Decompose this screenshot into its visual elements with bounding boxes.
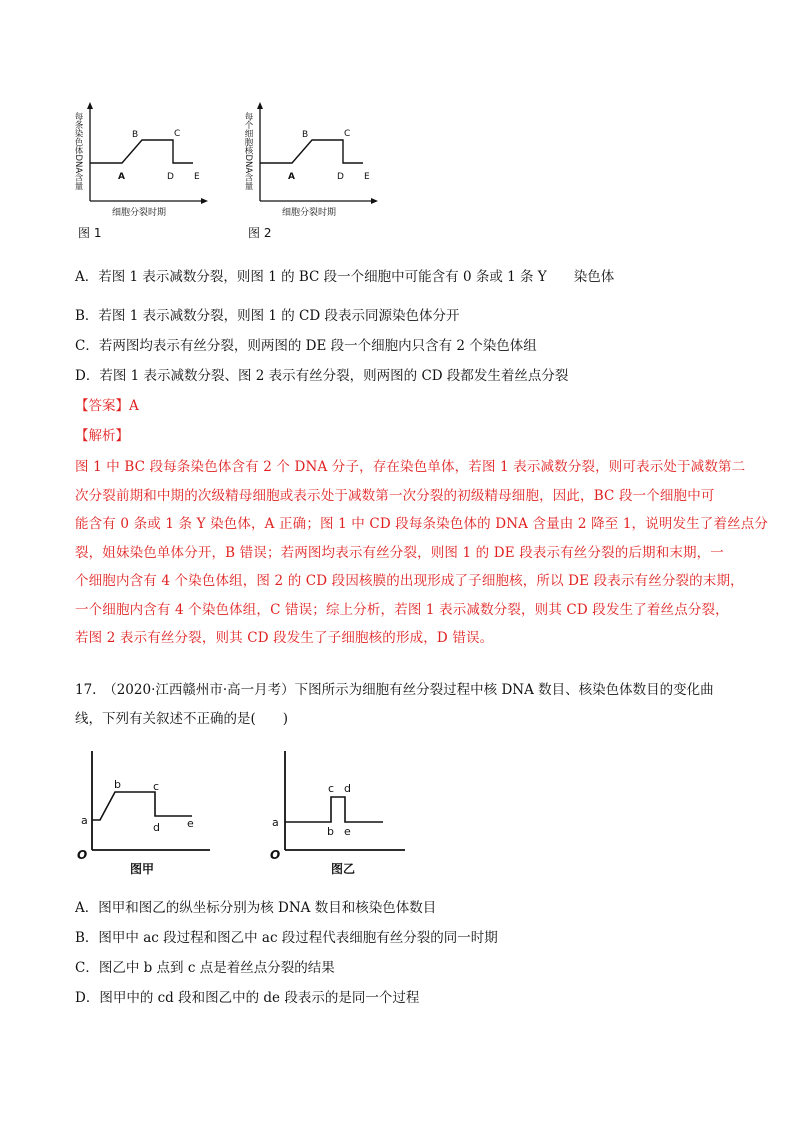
figyi-origin: O: [270, 848, 281, 862]
q17-option-c: C．图乙中 b 点到 c 点是着丝点分裂的结果: [75, 960, 335, 976]
analysis-line: 一个细胞内含有 4 个染色体组，C 错误；综上分析，若图 1 表示减数分裂，则其 CD 段发生了着丝点分裂，: [75, 601, 729, 618]
q16-option-c: C．若两图均表示有丝分裂，则两图的 DE 段一个细胞内只含有 2 个染色体组: [75, 338, 537, 354]
q17-stem: [75, 676, 725, 734]
fig1-x-arrow: [201, 198, 208, 204]
figure-jia: [70, 745, 220, 880]
q17-option-b: B．图甲中 ac 段过程和图乙中 ac 段过程代表细胞有丝分裂的同一时期: [75, 930, 498, 946]
figure-2: [230, 100, 380, 245]
figjia-point-a: a: [81, 814, 88, 827]
analysis-line: 次分裂前期和中期的次级精母细胞或表示处于减数第一次分裂的初级精母细胞，因此，BC 段一个细胞中可: [75, 487, 715, 504]
fig2-point-e: E: [364, 172, 370, 182]
fig1-point-a: A: [118, 172, 125, 182]
fig2-point-d: D: [337, 172, 344, 182]
fig2-point-a: A: [288, 172, 295, 182]
analysis-text: [75, 453, 769, 653]
fig1-ylabel: [73, 111, 83, 190]
figjia-curve: [92, 792, 192, 820]
analysis-label: 【解析】: [75, 428, 129, 444]
fig2-xlabel: 细胞分裂时期: [282, 208, 337, 218]
q16-option-a: A．若图 1 表示减数分裂，则图 1 的 BC 段一个细胞中可能含有 0 条或 1 条 Y 染色体: [75, 269, 615, 285]
answer-label: 【答案】A: [75, 398, 139, 414]
fig1-ylabel-text: 每条染色体DNA含量: [73, 112, 83, 191]
figyi-point-d: d: [344, 782, 351, 795]
fig2-x-arrow: [371, 198, 378, 204]
q16-option-d: D．若图 1 表示减数分裂、图 2 表示有丝分裂，则两图的 CD 段都发生着丝点分裂: [75, 368, 569, 384]
fig1-xlabel: 细胞分裂时期: [112, 208, 167, 218]
fig1-y-arrow: [87, 102, 93, 109]
fig2-y-arrow: [257, 102, 263, 109]
fig2-curve: [260, 140, 363, 163]
fig2-ylabel: 每个细胞核DNA含量: [243, 112, 253, 191]
q17-option-d: D．图甲中的 cd 段和图乙中的 de 段表示的是同一个过程: [75, 990, 420, 1006]
analysis-line: 裂，姐妹染色单体分开，B 错误；若两图均表示有丝分裂，则图 1 的 DE 段表示有丝分裂的后期和末期，一: [75, 544, 724, 561]
q17-stem-line: 线，下列有关叙述不正确的是( ): [75, 711, 289, 727]
q17-stem-line: 17. （2020·江西赣州市·高一月考）下图所示为细胞有丝分裂过程中核 DNA 数目、核染色体数目的变化曲: [75, 682, 714, 698]
figyi-curve: [285, 797, 383, 822]
analysis-line: 个细胞内含有 4 个染色体组，图 2 的 CD 段因核膜的出现形成了子细胞核，所以 DE 段表示有丝分裂的末期，: [75, 573, 744, 589]
figjia-point-c: c: [153, 780, 160, 793]
analysis-line: 能含有 0 条或 1 条 Y 染色体，A 正确；图 1 中 CD 段每条染色体的 DNA 含量由 2 降至 1，说明发生了着丝点分: [75, 516, 769, 532]
figjia-point-b: b: [114, 778, 121, 791]
fig2-caption: 图 2: [248, 226, 272, 240]
figjia-point-e: e: [187, 817, 194, 830]
fig1-point-b: B: [132, 130, 139, 140]
figyi-point-c: c: [328, 782, 335, 795]
figyi-point-a: a: [272, 816, 279, 829]
fig1-point-e: E: [194, 172, 200, 182]
analysis-line: 图 1 中 BC 段每条染色体含有 2 个 DNA 分子，存在染色单体，若图 1 表示减数分裂，则可表示处于减数第二: [75, 459, 746, 475]
fig2-point-c: C: [344, 129, 351, 139]
figjia-origin: O: [77, 848, 88, 862]
fig1-point-c: C: [174, 129, 181, 139]
fig2-point-b: B: [302, 130, 309, 140]
analysis-line: 若图 2 表示有丝分裂，则其 CD 段发生了子细胞核的形成，D 错误。: [75, 630, 494, 646]
fig1-curve: [90, 140, 193, 163]
q16-option-b: B．若图 1 表示减数分裂，则图 1 的 CD 段表示同源染色体分开: [75, 308, 460, 324]
figyi-point-e: e: [344, 825, 351, 838]
q17-option-a: A．图甲和图乙的纵坐标分别为核 DNA 数目和核染色体数目: [75, 900, 437, 916]
figjia-point-d: d: [153, 821, 160, 834]
fig1-caption: 图 1: [78, 226, 102, 240]
figyi-caption: 图乙: [331, 862, 356, 876]
figure-yi: [265, 745, 415, 880]
fig1-point-d: D: [167, 172, 174, 182]
figjia-caption: 图甲: [130, 862, 155, 876]
figure-1: [60, 100, 210, 245]
figyi-point-b: b: [327, 825, 334, 838]
